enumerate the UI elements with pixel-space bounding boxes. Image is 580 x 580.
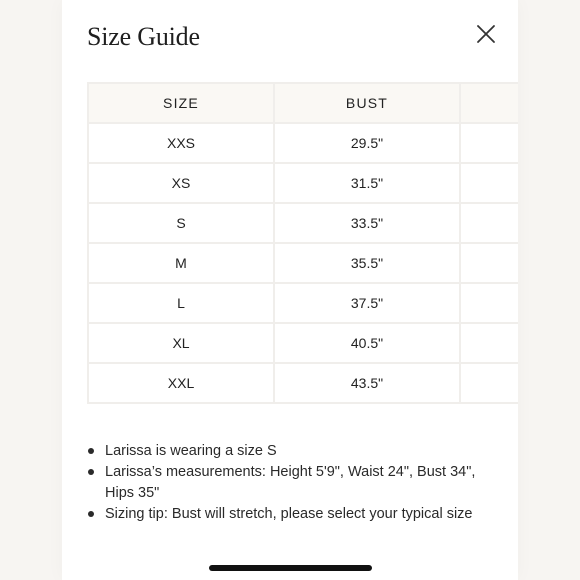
- table-row: [88, 123, 518, 163]
- size-cell: XXL: [88, 363, 274, 403]
- home-indicator[interactable]: [209, 565, 372, 571]
- table-row: [88, 323, 518, 363]
- list-item: Larissa is wearing a size S: [87, 441, 497, 462]
- table-row: [88, 203, 518, 243]
- table-row: [88, 363, 518, 403]
- size-table-scroll[interactable]: [87, 82, 518, 418]
- table-row: [88, 243, 518, 283]
- size-cell: L: [88, 283, 274, 323]
- table-row: [88, 283, 518, 323]
- extra-cell: [460, 323, 518, 363]
- close-x-icon: [472, 20, 500, 48]
- table-row: [88, 163, 518, 203]
- close-button[interactable]: [472, 20, 500, 48]
- bust-cell: 29.5": [274, 123, 460, 163]
- size-cell: M: [88, 243, 274, 283]
- table-header-row: [88, 83, 518, 123]
- bust-cell: 43.5": [274, 363, 460, 403]
- extra-cell: [460, 203, 518, 243]
- fit-notes-list: [87, 441, 497, 525]
- bust-cell: 40.5": [274, 323, 460, 363]
- size-table: [87, 82, 518, 404]
- bust-cell: 33.5": [274, 203, 460, 243]
- modal-title: Size Guide: [87, 22, 200, 51]
- extra-cell: [460, 243, 518, 283]
- size-cell: XL: [88, 323, 274, 363]
- extra-cell: [460, 163, 518, 203]
- extra-cell: [460, 283, 518, 323]
- list-item: Larissa’s measurements: Height 5'9", Waist 24", Bust 34", Hips 35": [87, 462, 497, 504]
- bust-cell: 31.5": [274, 163, 460, 203]
- extra-cell: [460, 123, 518, 163]
- size-cell: S: [88, 203, 274, 243]
- bust-cell: 37.5": [274, 283, 460, 323]
- list-item: Sizing tip: Bust will stretch, please select your typical size: [87, 504, 497, 525]
- header-size: SIZE: [88, 83, 274, 123]
- size-cell: XXS: [88, 123, 274, 163]
- bust-cell: 35.5": [274, 243, 460, 283]
- extra-cell: [460, 363, 518, 403]
- header-next: [460, 83, 518, 123]
- header-bust: BUST: [274, 83, 460, 123]
- size-cell: XS: [88, 163, 274, 203]
